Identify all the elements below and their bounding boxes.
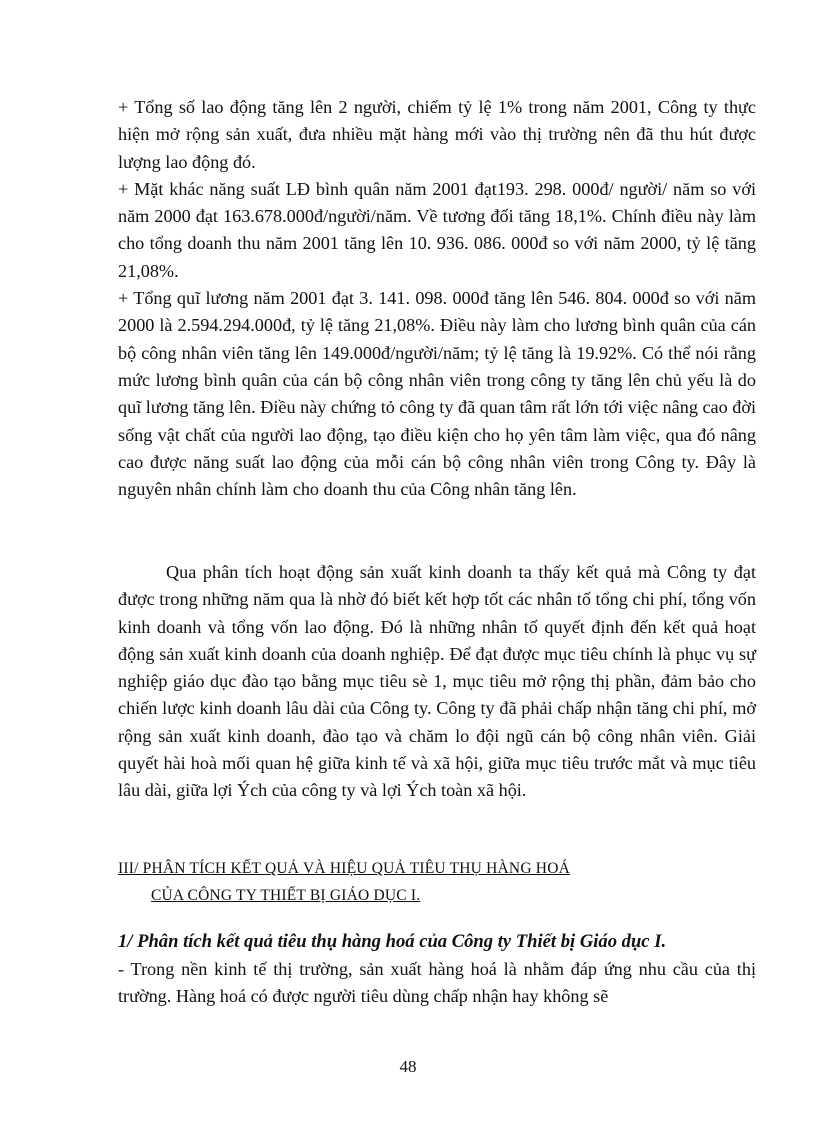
intro-section — [118, 956, 756, 1011]
subsection-title: 1/ Phân tích kết quả tiêu thụ hàng hoá của Công ty Thiết bị Giáo dục I. — [118, 931, 667, 952]
paragraph-summary: Qua phân tích hoạt động sản xuất kinh doanh ta thấy kết quả mà Công ty đạt được trong những năm qua là nhờ đó biết kết hợp tốt các nhân tố tổng chi phí, tổng vốn kinh doanh và tổng vốn lao động. Đó là những nhân tố quyết định đến kết quả hoạt động sản xuất kinh doanh của doanh nghiệp. Để đạt được mục tiêu chính là phục vụ sự nghiệp giáo dục đào tạo bằng mục tiêu sè 1, mục tiêu mở rộng thị phần, đảm bảo cho chiến lược kinh doanh lâu dài của Công ty. Công ty đã phải chấp nhận tăng chi phí, mở rộng sản xuất kinh doanh, đào tạo và chăm lo đội ngũ cán bộ công nhân viên. Giải quyết hài hoà mối quan hệ giữa kinh tế và xã hội, giữa mục tiêu trước mắt và mục tiêu lâu dài, giữa lợi Ých của công ty và lợi Ých toàn xã hội. — [118, 562, 756, 801]
analysis-paragraphs — [118, 94, 756, 503]
summary-section — [118, 559, 756, 805]
section-heading — [118, 855, 570, 909]
section-heading-line1: III/ PHÂN TÍCH KẾT QUẢ VÀ HIỆU QUẢ TIÊU THỤ HÀNG HOÁ — [118, 860, 570, 877]
page-number: 48 — [399, 1057, 417, 1076]
paragraph-wage-fund: + Tổng quĩ lương năm 2001 đạt 3. 141. 098. 000đ tăng lên 546. 804. 000đ so với năm 2000 là 2.594.294.000đ, tỷ lệ tăng 21,08%. Điều này làm cho lương bình quân của cán bộ công nhân viên tăng lên 149.000đ/người/năm; tỷ lệ tăng là 19.92%. Có thể nói rằng mức lương bình quân của cán bộ công nhân viên trong công ty tăng lên chủ yếu là do quĩ lương tăng lên. Điều này chứng tỏ công ty đã quan tâm rất lớn tới việc nâng cao đời sống vật chất của người lao động, tạo điều kiện cho họ yên tâm làm việc, qua đó nâng cao được năng suất lao động của mỗi cán bộ công nhân viên trong Công ty. Đây là nguyên nhân chính làm cho doanh thu của Công nhân tăng lên. — [118, 288, 757, 500]
paragraph-market-intro: - Trong nền kinh tế thị trường, sản xuất hàng hoá là nhằm đáp ứng nhu cầu của thị trường. Hàng hoá có được người tiêu dùng chấp nhận hay không sẽ — [118, 959, 756, 1007]
section-heading-line2: CỦA CÔNG TY THIẾT BỊ GIÁO DỤC I. — [151, 887, 421, 904]
paragraph-productivity: + Mặt khác năng suất LĐ bình quân năm 2001 đạt193. 298. 000đ/ người/ năm so với năm 2000 đạt 163.678.000đ/người/năm. Về tương đối tăng 18,1%. Chính điều này làm cho tổng doanh thu năm 2001 tăng lên 10. 936. 086. 000đ so với năm 2000, tỷ lệ tăng 21,08%. — [118, 178, 756, 281]
paragraph-labor-count: + Tổng số lao động tăng lên 2 người, chiếm tỷ lệ 1% trong năm 2001, Công ty thực hiện mở rộng sản xuất, đưa nhiều mặt hàng mới vào thị trường nên đã thu hút được lượng lao động đó. — [118, 97, 756, 172]
